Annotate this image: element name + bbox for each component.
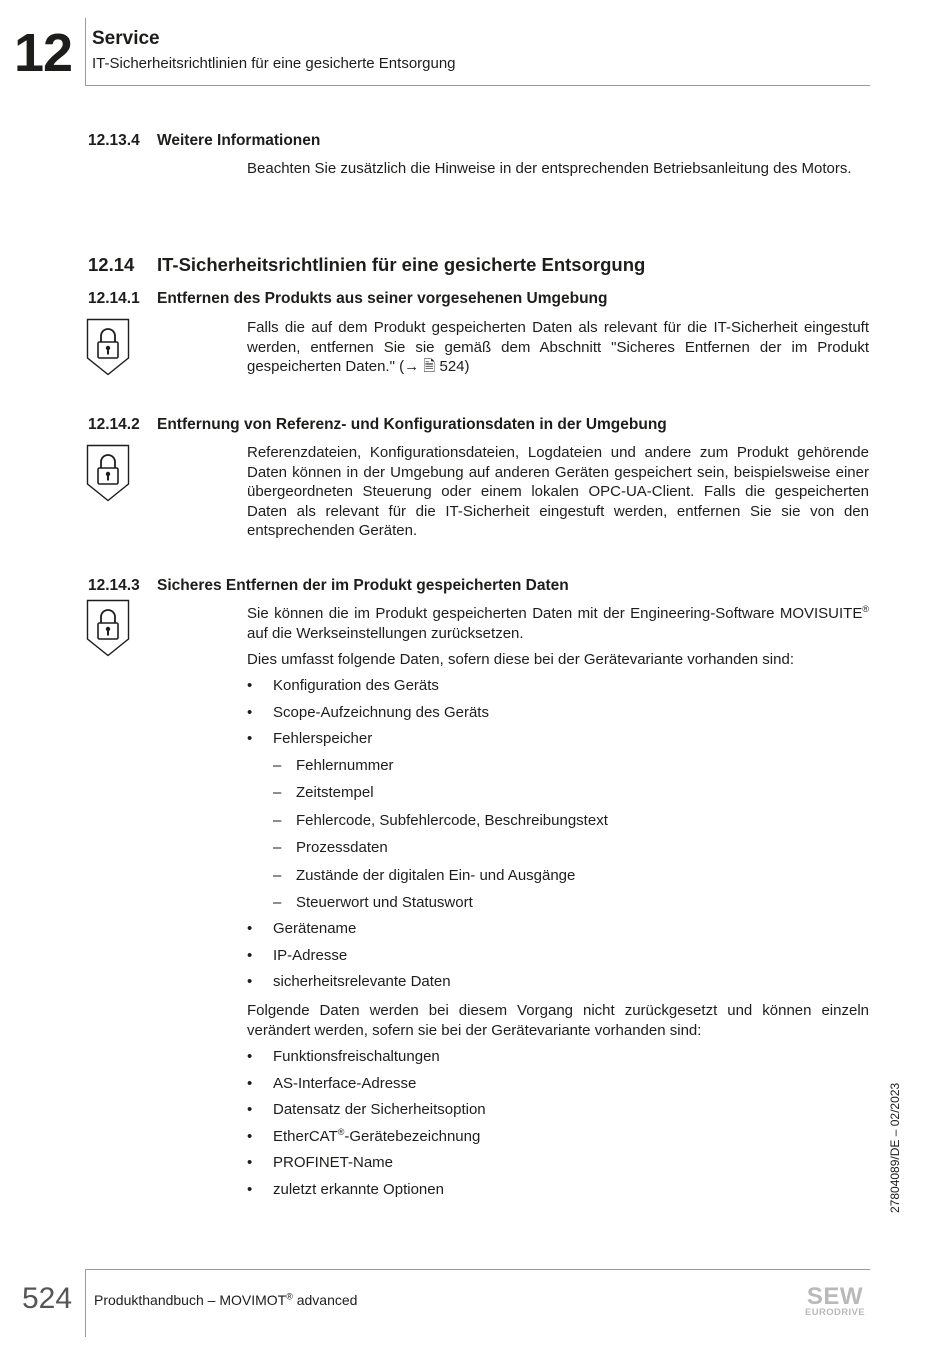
list-item-text: Konfiguration des Geräts [273, 677, 439, 694]
list-item-text: AS-Interface-Adresse [273, 1074, 417, 1092]
dash: – [273, 784, 282, 802]
bullet: • [247, 1101, 253, 1119]
paragraph-text: Dies umfasst folgende Daten, sofern diese bei der Gerätevariante vorhanden sind: [247, 651, 794, 668]
logo-bottom-text: EURODRIVE [804, 1307, 866, 1317]
header-divider-vertical [85, 18, 86, 86]
heading-number: 12.14.2 [88, 416, 140, 433]
footer-divider-vertical [85, 1269, 86, 1337]
list-item [247, 1127, 869, 1154]
sub-list-item [247, 756, 869, 784]
sub-list-item [247, 783, 869, 811]
list-item-text: Zeitstempel [296, 784, 374, 802]
list-item-text: Zustände der digitalen Ein- und Ausgänge [296, 866, 576, 884]
sub-list-item [247, 893, 869, 919]
intro-text-b: auf die Werkseinstellungen zurücksetzen. [247, 624, 524, 642]
list-item-text: Fehlercode, Subfehlercode, Beschreibungstext [296, 811, 608, 829]
dash: – [273, 756, 282, 774]
list-item-text [273, 1127, 480, 1146]
lock-shield-icon [86, 599, 130, 657]
bullet: • [247, 1048, 253, 1065]
sub-list-item [247, 838, 869, 866]
lock-shield-icon [86, 444, 130, 502]
list-item [247, 1180, 869, 1207]
list-item [247, 919, 869, 946]
dash: – [273, 866, 282, 884]
list-item [247, 1153, 869, 1180]
list-item [247, 972, 869, 999]
heading-12-14-1 [88, 289, 607, 309]
footer-text-b: advanced [292, 1292, 358, 1308]
dash: – [273, 839, 282, 857]
list-item-text: Gerätename [273, 920, 357, 938]
bullet: • [247, 730, 253, 748]
ethercat-text-a: EtherCAT [273, 1127, 338, 1145]
footer-text [94, 1291, 357, 1309]
heading-text: Entfernung von Referenz- und Konfigurationsdaten in der Umgebung [157, 416, 667, 433]
intro-text-a: Sie können die im Produkt gespeicherten Daten mit der Engineering-Software MOVISUITE [247, 605, 863, 622]
list-item-text: Fehlernummer [296, 756, 394, 774]
paragraph-12-14-3-lead2 [247, 1001, 869, 1040]
header-divider-horizontal [85, 85, 870, 86]
list-item-text: Funktionsfreischaltungen [273, 1048, 440, 1065]
list-item-text: zuletzt erkannte Optionen [273, 1180, 444, 1198]
footer-text-a: Produkthandbuch – MOVIMOT [94, 1292, 287, 1308]
list-item-text: Datensatz der Sicherheitsoption [273, 1101, 486, 1119]
heading-number: 12.14.1 [88, 290, 140, 307]
bullet: • [247, 1154, 253, 1172]
heading-12-13-4 [88, 131, 320, 151]
list-item [247, 1047, 869, 1074]
footer-divider-horizontal [85, 1269, 870, 1270]
registered-mark: ® [862, 604, 869, 614]
document-number-side-label: 27804089/DE – 02/2023 [888, 1082, 902, 1213]
chapter-subtitle: IT-Sicherheitsrichtlinien für eine gesicherte Entsorgung [92, 55, 456, 72]
paragraph-12-14-2 [247, 443, 869, 541]
list-item [247, 703, 869, 730]
chapter-number: 12 [14, 23, 73, 83]
paragraph-text: Referenzdateien, Konfigurationsdateien, Logdateien und andere zum Produkt gehörende Daten können in der Umgebung auf anderen Geräten gespeichert sein, beispielsweise einer übergeordneten Steuerung oder einem lokalen OPC-UA-Client. Falls die gespeicherten Daten als relevant für die IT-Sicherheit eingestuft werden, entfernen Sie sie von den entsprechenden Geräten. [247, 444, 869, 540]
heading-text: Weitere Informationen [157, 132, 321, 149]
list-item-text: sicherheitsrelevante Daten [273, 973, 451, 991]
paragraph-text: Beachten Sie zusätzlich die Hinweise in der entsprechenden Betriebsanleitung des Motors. [247, 160, 852, 177]
reset-data-list [247, 676, 869, 999]
paragraph-text: Falls die auf dem Produkt gespeicherten Daten als relevant für die IT-Sicherheit eingestuft werden, entfernen Sie sie gemäß dem Abschnitt "Sicheres Entfernen der im Produkt gespeicherten Daten." (→ 🗎 524) [247, 319, 869, 376]
dash: – [273, 894, 282, 912]
sub-list-item [247, 811, 869, 839]
sub-list-item [247, 866, 869, 894]
bullet: • [247, 946, 253, 964]
bullet: • [247, 920, 253, 938]
chapter-title: Service [92, 28, 160, 49]
bullet: • [247, 1127, 253, 1145]
list-item [247, 676, 869, 703]
page-number: 524 [22, 1282, 73, 1315]
list-item [247, 946, 869, 973]
ethercat-text-b: -Gerätebezeichnung [344, 1127, 481, 1145]
paragraph-12-14-3-lead [247, 650, 869, 670]
heading-12-14-2 [88, 415, 667, 435]
heading-text: IT-Sicherheitsrichtlinien für eine gesicherte Entsorgung [157, 254, 646, 275]
list-item-text: Scope-Aufzeichnung des Geräts [273, 703, 489, 721]
registered-mark: ® [286, 1291, 293, 1302]
lock-shield-icon [86, 318, 130, 376]
bullet: • [247, 703, 253, 721]
heading-text: Entfernen des Produkts aus seiner vorgesehenen Umgebung [157, 290, 608, 307]
registered-mark: ® [337, 1126, 345, 1137]
heading-number: 12.13.4 [88, 132, 140, 149]
heading-12-14-3 [88, 576, 569, 596]
list-item-text: IP-Adresse [273, 946, 348, 964]
paragraph-12-14-3-intro [247, 604, 869, 643]
bullet: • [247, 1180, 253, 1198]
list-item-text: Fehlerspeicher [273, 730, 373, 748]
paragraph-12-13-4 [247, 159, 869, 179]
list-item-text: PROFINET-Name [273, 1154, 394, 1172]
heading-number: 12.14.3 [88, 577, 140, 594]
list-item [247, 1100, 869, 1127]
list-item-text: Steuerwort und Statuswort [296, 894, 473, 912]
retained-data-list [247, 1047, 869, 1207]
heading-12-14 [88, 253, 645, 277]
heading-number: 12.14 [88, 254, 135, 275]
dash: – [273, 811, 282, 829]
list-item [247, 729, 869, 756]
list-item-text: Prozessdaten [296, 839, 388, 857]
paragraph-12-14-1 [247, 318, 869, 377]
paragraph-text [247, 604, 869, 643]
paragraph-text: Folgende Daten werden bei diesem Vorgang nicht zurückgesetzt und können einzeln verändert werden, sofern sie bei der Gerätevariante vorhanden sind: [247, 1002, 869, 1039]
bullet: • [247, 1074, 253, 1092]
heading-text: Sicheres Entfernen der im Produkt gespeicherten Daten [157, 577, 569, 594]
bullet: • [247, 677, 253, 694]
list-item [247, 1074, 869, 1101]
logo-top-text: SEW [806, 1283, 864, 1310]
sew-eurodrive-logo [800, 1283, 870, 1317]
bullet: • [247, 973, 253, 991]
